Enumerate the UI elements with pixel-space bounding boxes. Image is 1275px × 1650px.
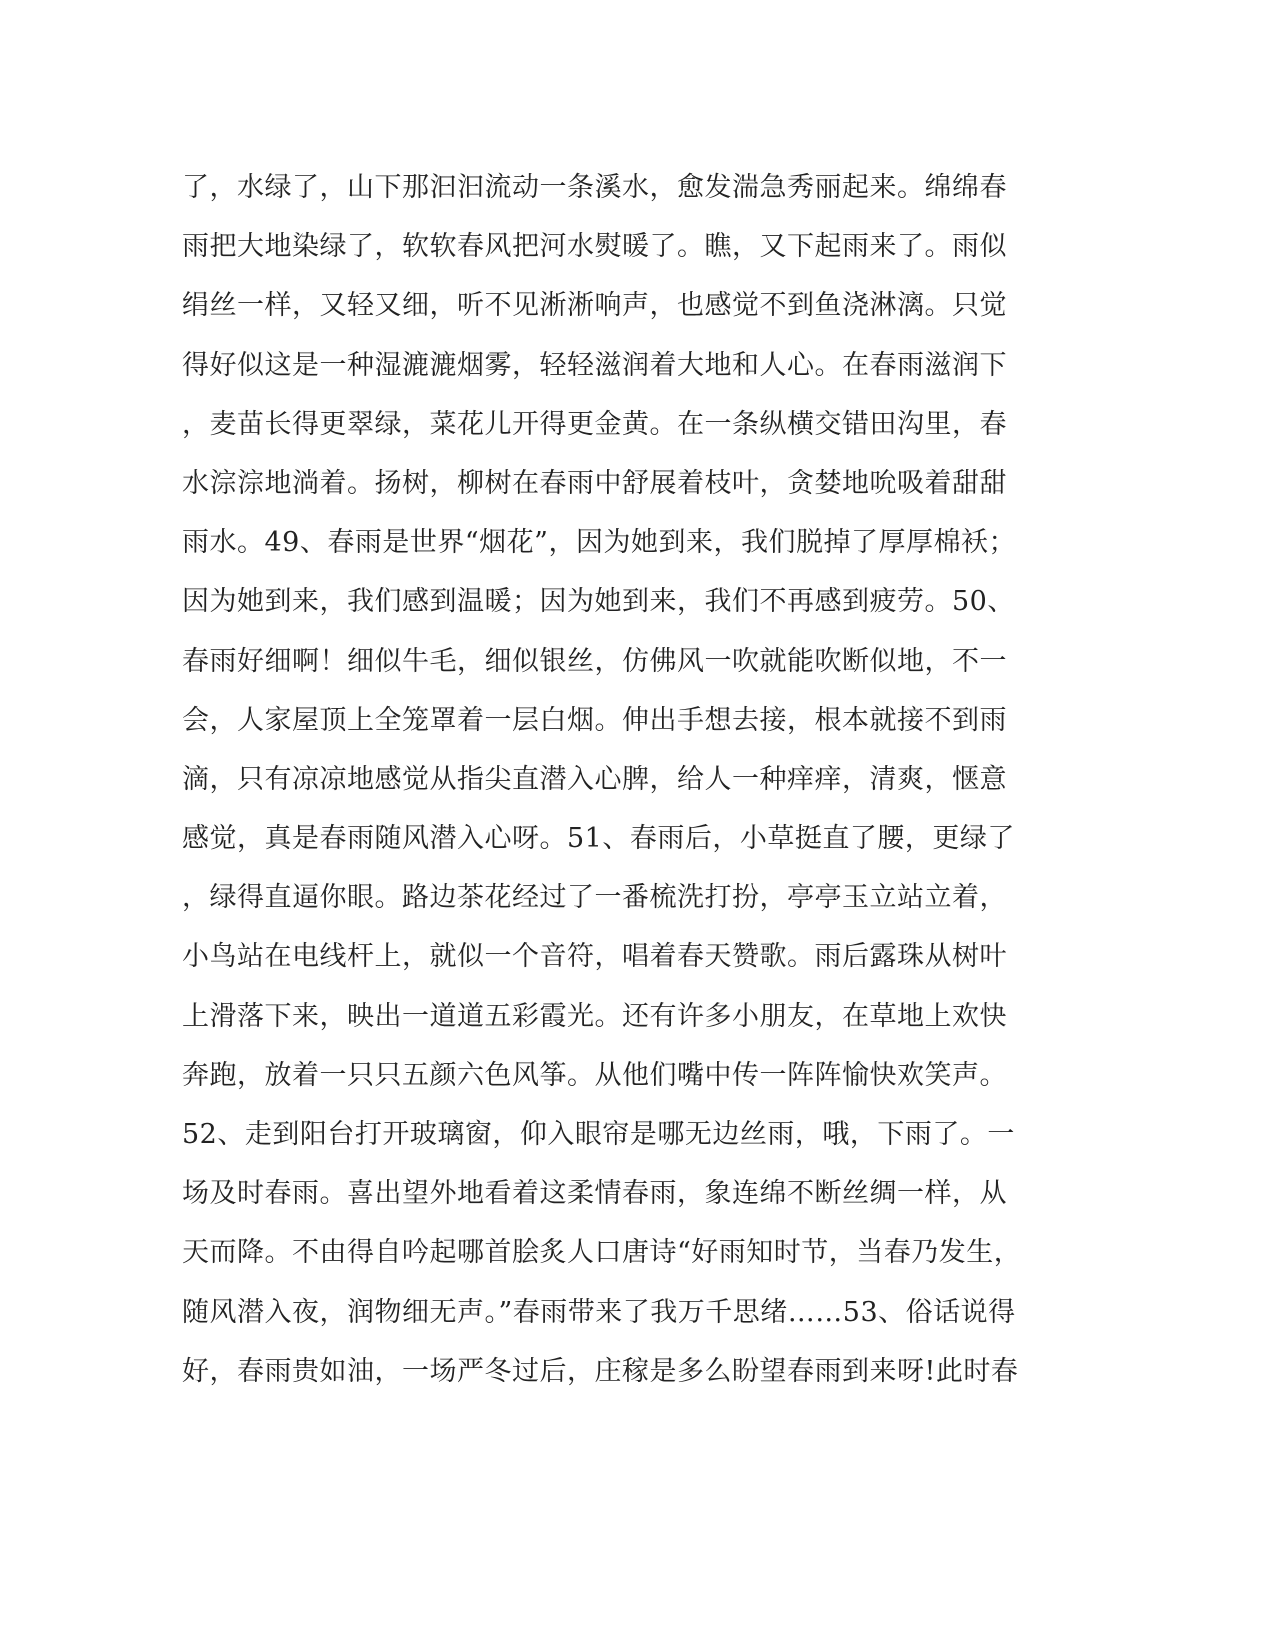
body-text: [182, 158, 1032, 1401]
text-line: 得好似这是一种湿漉漉烟雾，轻轻滋润着大地和人心。在春雨滋润下: [182, 349, 1007, 381]
text-line: 好，春雨贵如油，一场严冬过后，庄稼是多么盼望春雨到来呀!此时春: [182, 1355, 1019, 1387]
text-line: 雨水。49、春雨是世界“烟花”，因为她到来，我们脱掉了厚厚棉袄；: [182, 527, 1016, 559]
text-line: 绢丝一样，又轻又细，听不见淅淅响声，也感觉不到鱼浇淋漓。只觉: [182, 290, 1007, 322]
text-line: 滴，只有凉凉地感觉从指尖直潜入心脾，给人一种痒痒，清爽，惬意: [182, 763, 1007, 795]
text-line: 了，水绿了，山下那汩汩流动一条溪水，愈发湍急秀丽起来。绵绵春: [182, 172, 1007, 203]
text-line: 因为她到来，我们感到温暖；因为她到来，我们不再感到疲劳。50、: [182, 586, 1015, 618]
text-line: ，绿得直逼你眼。路边茶花经过了一番梳洗打扮，亭亭玉立站立着，: [182, 882, 1007, 914]
text-line: 雨把大地染绿了，软软春风把河水熨暖了。瞧，又下起雨来了。雨似: [182, 231, 1007, 263]
text-line: 会，人家屋顶上全笼罩着一层白烟。伸出手想去接，根本就接不到雨: [182, 704, 1007, 736]
text-line: 天而降。不由得自吟起哪首脍炙人口唐诗“好雨知时节，当春乃发生，: [182, 1237, 1022, 1269]
text-line: 水淙淙地淌着。扬树，柳树在春雨中舒展着枝叶，贪婪地吮吸着甜甜: [182, 467, 1007, 499]
text-line: 场及时春雨。喜出望外地看着这柔情春雨，象连绵不断丝绸一样，从: [182, 1178, 1007, 1210]
text-line: 奔跑，放着一只只五颜六色风筝。从他们嘴中传一阵阵愉快欢笑声。: [182, 1059, 1007, 1091]
text-line: 春雨好细啊！细似牛毛，细似银丝，仿佛风一吹就能吹断似地，不一: [182, 645, 1007, 677]
text-line: ，麦苗长得更翠绿，菜花儿开得更金黄。在一条纵横交错田沟里，春: [182, 408, 1007, 440]
text-line: 52、走到阳台打开玻璃窗，仰入眼帘是哪无边丝雨，哦，下雨了。一: [182, 1119, 1015, 1150]
text-line: 上滑落下来，映出一道道五彩霞光。还有许多小朋友，在草地上欢快: [182, 1000, 1007, 1032]
text-line: 感觉，真是春雨随风潜入心呀。51、春雨后，小草挺直了腰，更绿了: [182, 823, 1015, 855]
text-line: 随风潜入夜，润物细无声。”春雨带来了我万千思绪……53、俗话说得: [182, 1296, 1016, 1328]
text-line: 小鸟站在电线杆上，就似一个音符，唱着春天赞歌。雨后露珠从树叶: [182, 941, 1007, 973]
